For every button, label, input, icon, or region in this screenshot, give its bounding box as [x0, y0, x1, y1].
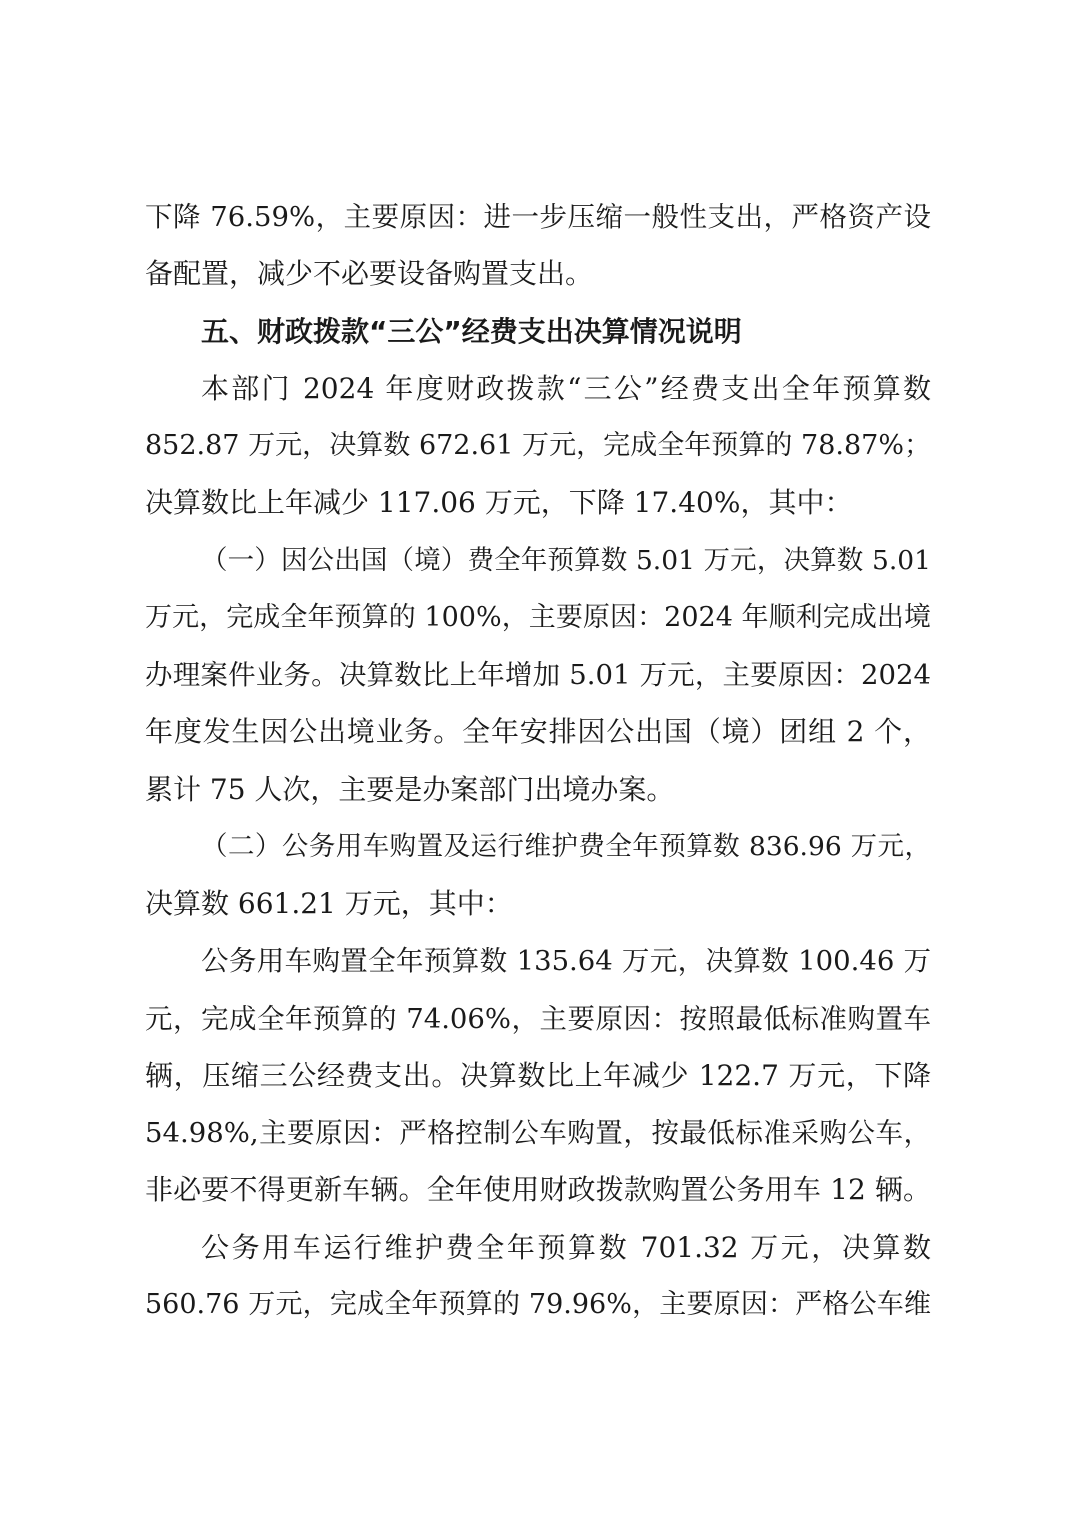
- paragraph-line: 决算数 661.21 万元，其中：: [145, 887, 513, 920]
- paragraph-line: 年度发生因公出境业务。全年安排因公出国（境）团组 2 个，: [145, 715, 931, 748]
- paragraph-line: 本部门 2024 年度财政拨款“三公”经费支出全年预算数: [201, 372, 931, 405]
- paragraph-line: 累计 75 人次，主要是办案部门出境办案。: [145, 773, 675, 806]
- section-heading: 五、财政拨款“三公”经费支出决算情况说明: [201, 315, 742, 348]
- paragraph-line: 元，完成全年预算的 74.06%，主要原因：按照最低标准购置车: [145, 1003, 931, 1035]
- paragraph-line: 852.87 万元，决算数 672.61 万元，完成全年预算的 78.87%；: [145, 430, 931, 461]
- paragraph-line: 万元，完成全年预算的 100%，主要原因：2024 年顺利完成出境: [145, 602, 931, 633]
- paragraph-line: 下降 76.59%，主要原因：进一步压缩一般性支出，严格资产设: [145, 201, 931, 233]
- paragraph-line: 560.76 万元，完成全年预算的 79.96%，主要原因：严格公车维: [145, 1289, 931, 1320]
- paragraph-line: 54.98%,主要原因：严格控制公车购置，按最低标准采购公车，: [145, 1117, 931, 1149]
- paragraph-line: 非必要不得更新车辆。全年使用财政拨款购置公务用车 12 辆。: [145, 1173, 931, 1206]
- paragraph-line: 决算数比上年减少 117.06 万元，下降 17.40%，其中：: [145, 486, 853, 519]
- paragraph-line: 公务用车运行维护费全年预算数 701.32 万元，决算数: [201, 1231, 931, 1264]
- paragraph-line: 备配置，减少不必要设备购置支出。: [145, 257, 594, 290]
- paragraph-line: （一）因公出国（境）费全年预算数 5.01 万元，决算数 5.01: [201, 545, 931, 576]
- paragraph-line: 辆，压缩三公经费支出。决算数比上年减少 122.7 万元，下降: [145, 1059, 931, 1092]
- paragraph-line: 公务用车购置全年预算数 135.64 万元，决算数 100.46 万: [201, 945, 931, 977]
- paragraph-line: 办理案件业务。决算数比上年增加 5.01 万元，主要原因：2024: [145, 659, 931, 691]
- paragraph-line: （二）公务用车购置及运行维护费全年预算数 836.96 万元，: [201, 831, 931, 862]
